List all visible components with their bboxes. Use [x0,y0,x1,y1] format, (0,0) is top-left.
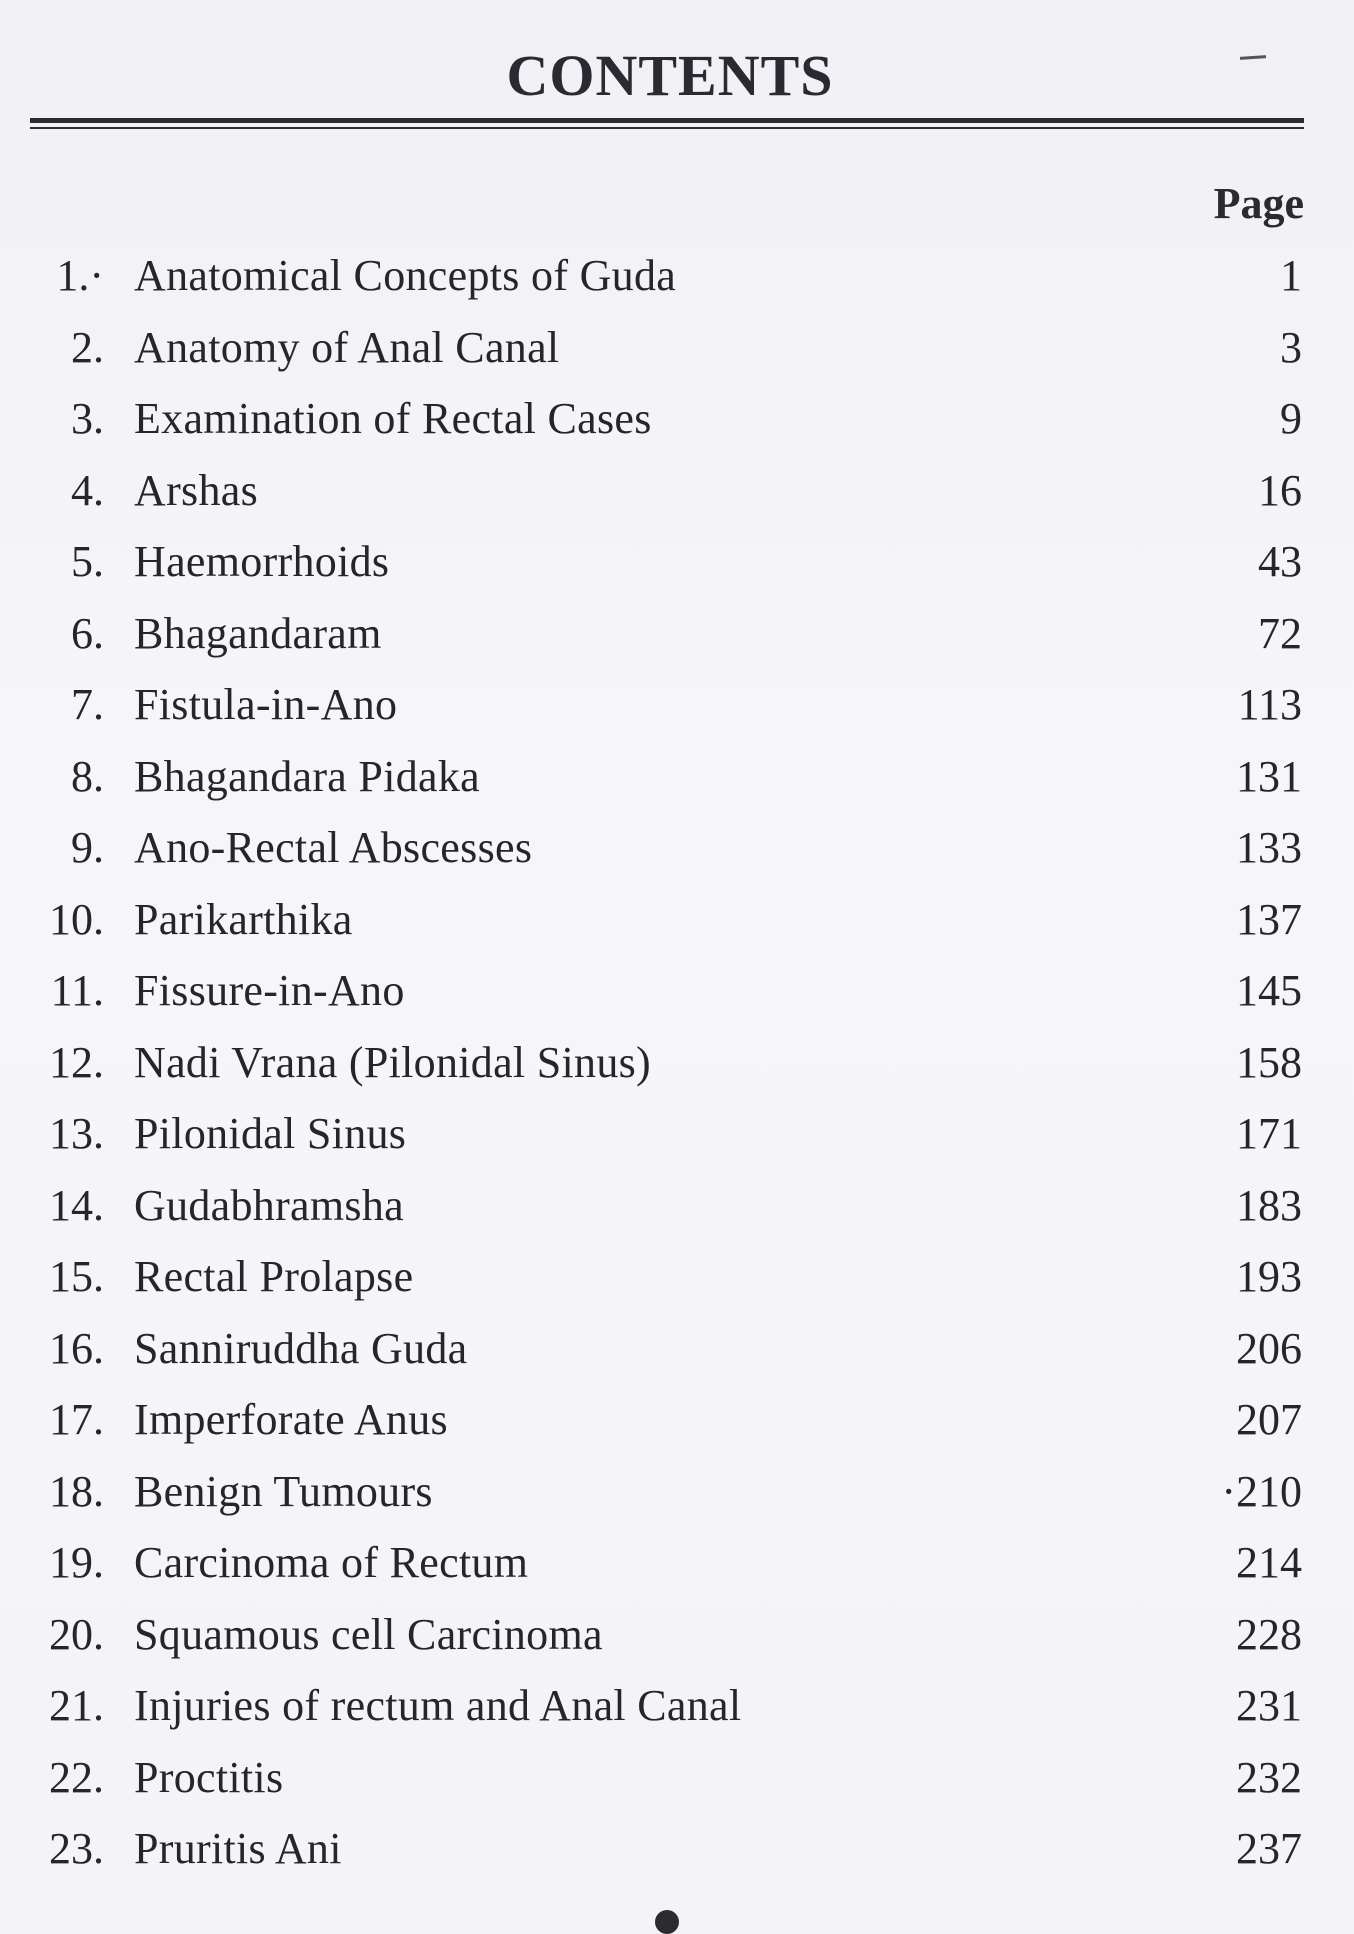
toc-entry-title: Rectal Prolapse [134,1252,414,1301]
toc-entry [0,1676,1354,1736]
toc-entry [0,961,1354,1021]
toc-entry-number: 3. [71,394,104,443]
toc-entry-title: Sanniruddha Guda [134,1324,468,1373]
toc-entry [0,747,1354,807]
toc-entry-title: Haemorrhoids [134,537,390,586]
toc-entry-number: 2. [71,323,104,372]
toc-entry [0,675,1354,735]
toc-entry-number: 5. [71,537,104,586]
toc-entry-page: 207 [1236,1395,1302,1444]
toc-entry-number: 16. [49,1324,104,1373]
toc-entry-page: 1 [1280,251,1302,300]
toc-entry-number: 21. [49,1681,104,1730]
toc-entry-title: Carcinoma of Rectum [134,1538,529,1587]
toc-entry-title: Bhagandara Pidaka [134,752,480,801]
toc-entry [0,1748,1354,1808]
toc-entry-page: 137 [1236,895,1302,944]
toc-entry [0,1247,1354,1307]
toc-entry [0,890,1354,950]
toc-entry-page: 206 [1236,1324,1302,1373]
toc-entry-page: 72 [1258,609,1302,658]
toc-entry-title: Pruritis Ani [134,1824,342,1873]
toc-entry-title: Bhagandaram [134,609,382,658]
toc-entry-title: Imperforate Anus [134,1395,448,1444]
toc-entry-page: 183 [1236,1181,1302,1230]
toc-entry-number: 4. [71,466,104,515]
toc-entry-title: Gudabhramsha [134,1181,404,1230]
toc-entry-page: 9 [1280,394,1302,443]
toc-entry-number: 13. [49,1109,104,1158]
toc-entry-title: Proctitis [134,1753,284,1802]
toc-entry [0,818,1354,878]
toc-entry-page: 193 [1236,1252,1302,1301]
toc-entry-number: 15. [49,1252,104,1301]
toc-entry-page: 131 [1236,752,1302,801]
page-column-header: Page [1213,179,1304,228]
toc-entry [0,604,1354,664]
toc-entry [0,1605,1354,1665]
toc-entry-page: ·210 [1221,1467,1302,1516]
page-dot-mark [655,1910,679,1934]
toc-entry [0,461,1354,521]
toc-entry-page: 113 [1237,680,1302,729]
toc-entry-title: Ano-Rectal Abscesses [134,823,533,872]
toc-entry [0,318,1354,378]
toc-entry-number: 11. [50,966,104,1015]
toc-entry-page: 145 [1236,966,1302,1015]
toc-entry-page: 133 [1236,823,1302,872]
toc-entry-number: 22. [49,1753,104,1802]
toc-entry-number: 23. [49,1824,104,1873]
toc-entry-page: 3 [1280,323,1302,372]
toc-entry-number: 6. [71,609,104,658]
toc-entry-page: 214 [1236,1538,1302,1587]
toc-entry [0,1819,1354,1879]
toc-entry [0,1462,1354,1522]
toc-entry [0,1176,1354,1236]
toc-entry-number: 17. [49,1395,104,1444]
toc-entry [0,1390,1354,1450]
toc-entry-page: 43 [1258,537,1302,586]
toc-entry-title: Examination of Rectal Cases [134,394,652,443]
toc-entry-title: Squamous cell Carcinoma [134,1610,603,1659]
toc-entry-title: Fissure-in-Ano [134,966,405,1015]
toc-entry-title: Fistula-in-Ano [134,680,398,729]
toc-entry [0,1319,1354,1379]
toc-entry [0,1033,1354,1093]
toc-entry-title: Parikarthika [134,895,353,944]
toc-entry-number: 8. [71,752,104,801]
toc-entry-number: 14. [49,1181,104,1230]
toc-entry [0,532,1354,592]
toc-entry [0,1104,1354,1164]
toc-entry-page: 237 [1236,1824,1302,1873]
toc-entry-title: Pilonidal Sinus [134,1109,407,1158]
toc-entry-page: 158 [1236,1038,1302,1087]
toc-entry-page: 231 [1236,1681,1302,1730]
toc-entry-title: Benign Tumours [134,1467,433,1516]
toc-entry-page: 232 [1236,1753,1302,1802]
toc-entry-number: 19. [49,1538,104,1587]
page-title: CONTENTS [506,43,834,108]
toc-entry [0,1533,1354,1593]
toc-entry-number: 7. [71,680,104,729]
toc-entry-title: Nadi Vrana (Pilonidal Sinus) [134,1038,651,1087]
toc-entry-title: Injuries of rectum and Anal Canal [134,1681,742,1730]
toc-entry-number: 12. [49,1038,104,1087]
toc-entry-number: 1.· [56,251,104,300]
toc-entry-page: 228 [1236,1610,1302,1659]
toc-entry-title: Arshas [134,466,259,515]
toc-entry-title: Anatomy of Anal Canal [134,323,560,372]
toc-entry-number: 10. [49,895,104,944]
toc-entry-number: 9. [71,823,104,872]
toc-entry-page: 171 [1236,1109,1302,1158]
toc-entry-number: 18. [49,1467,104,1516]
toc-entry-number: 20. [49,1610,104,1659]
toc-entry [0,389,1354,449]
toc-entry [0,246,1354,306]
toc-entry-page: 16 [1258,466,1302,515]
toc-entry-title: Anatomical Concepts of Guda [134,251,677,300]
